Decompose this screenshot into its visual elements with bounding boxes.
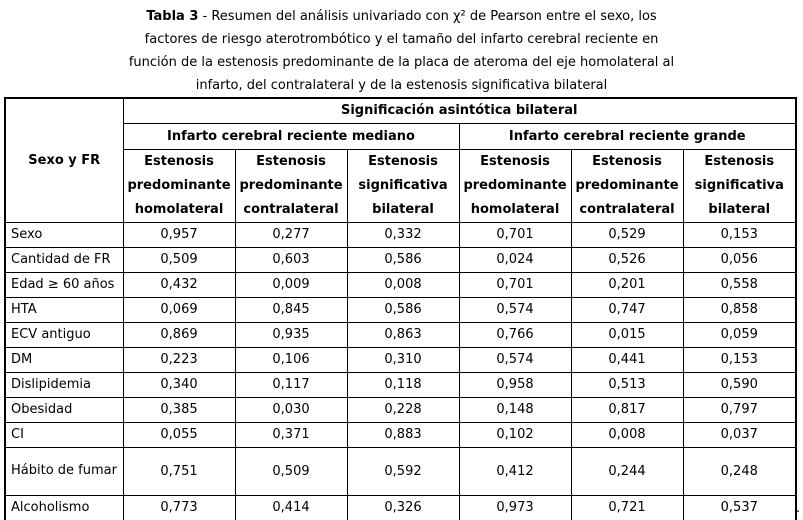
cell-value: 0,024 [459,247,571,272]
cell-value: 0,958 [459,372,571,397]
caption-line-1-text: - Resumen del análisis univariado con χ² de Pearson entre el sexo, los [198,9,657,24]
caption-line-2: factores de riesgo aterotrombótico y el tamaño del infarto cerebral reciente en [144,32,659,47]
table-row-alcoholismo [5,495,796,520]
cell-value: 0,935 [235,322,347,347]
row-label: Edad ≥ 60 años [5,272,123,297]
cell-value: 0,009 [235,272,347,297]
caption-line-1 [0,5,803,28]
col-header-1 [123,149,235,222]
trailing-period: . [796,501,801,516]
cell-value: 0,248 [683,447,796,495]
cell-value: 0,008 [347,272,459,297]
cell-value: 0,574 [459,297,571,322]
table-row-habito-de-fumar [5,447,796,495]
cell-value: 0,721 [571,495,683,520]
cell-value: 0,106 [235,347,347,372]
col-header-5-line-1: Estenosis [592,153,662,169]
cell-value: 0,385 [123,397,235,422]
cell-value: 0,869 [123,322,235,347]
cell-value: 0,513 [571,372,683,397]
cell-value: 0,148 [459,397,571,422]
row-label: Hábito de fumar [5,447,123,495]
row-label: HTA [5,297,123,322]
cell-value: 0,056 [683,247,796,272]
cell-value: 0,030 [235,397,347,422]
cell-value: 0,509 [235,447,347,495]
cell-value: 0,817 [571,397,683,422]
col-header-5-line-2: predominante [575,177,679,193]
table-row-dm [5,347,796,372]
col-header-3-line-2: significativa [358,177,448,193]
col-header-2-line-3: contralateral [243,201,339,217]
caption-table-number: Tabla 3 [146,9,199,24]
cell-value: 0,973 [459,495,571,520]
cell-value: 0,310 [347,347,459,372]
top-header-significacion: Significación asintótica bilateral [123,98,796,123]
cell-value: 0,586 [347,247,459,272]
corner-header-sexo-y-fr: Sexo y FR [5,98,123,222]
table-row-sexo [5,222,796,247]
col-header-2-line-1: Estenosis [256,153,326,169]
cell-value: 0,008 [571,422,683,447]
cell-value: 0,526 [571,247,683,272]
col-header-1-line-2: predominante [127,177,231,193]
cell-value: 0,773 [123,495,235,520]
group-header-grande: Infarto cerebral reciente grande [459,123,796,149]
cell-value: 0,153 [683,222,796,247]
col-header-5-line-3: contralateral [579,201,675,217]
cell-value: 0,117 [235,372,347,397]
col-header-4-line-3: homolateral [470,201,560,217]
table-row-cantidad-de-fr [5,247,796,272]
cell-value: 0,326 [347,495,459,520]
cell-value: 0,059 [683,322,796,347]
cell-value: 0,701 [459,272,571,297]
header-row-columns [5,149,796,222]
cell-value: 0,228 [347,397,459,422]
caption-line-3: función de la estenosis predominante de la placa de ateroma del eje homolateral al [128,55,675,70]
cell-value: 0,432 [123,272,235,297]
cell-value: 0,244 [571,447,683,495]
results-table [4,97,797,520]
cell-value: 0,340 [123,372,235,397]
cell-value: 0,509 [123,247,235,272]
cell-value: 0,118 [347,372,459,397]
cell-value: 0,412 [459,447,571,495]
header-row-groups [5,123,796,149]
page [0,5,803,520]
cell-value: 0,153 [683,347,796,372]
col-header-2-line-2: predominante [239,177,343,193]
cell-value: 0,055 [123,422,235,447]
col-header-6-line-1: Estenosis [704,153,775,169]
col-header-1-line-3: homolateral [134,201,224,217]
cell-value: 0,590 [683,372,796,397]
cell-value: 0,766 [459,322,571,347]
row-label: Obesidad [5,397,123,422]
col-header-3 [347,149,459,222]
col-header-3-line-1: Estenosis [368,153,438,169]
col-header-1-line-1: Estenosis [144,153,214,169]
table-row-edad [5,272,796,297]
cell-value: 0,332 [347,222,459,247]
header-row-top [5,98,796,123]
col-header-5 [571,149,683,222]
row-label: DM [5,347,123,372]
col-header-4-line-2: predominante [463,177,567,193]
cell-value: 0,797 [683,397,796,422]
table-row-ecv-antiguo [5,322,796,347]
row-label: Alcoholismo [5,495,123,520]
cell-value: 0,747 [571,297,683,322]
cell-value: 0,537 [683,495,796,520]
cell-value: 0,701 [459,222,571,247]
cell-value: 0,558 [683,272,796,297]
col-header-6-line-3: bilateral [708,201,771,217]
cell-value: 0,102 [459,422,571,447]
cell-value: 0,592 [347,447,459,495]
table-row-dislipidemia [5,372,796,397]
table-row-hta [5,297,796,322]
cell-value: 0,957 [123,222,235,247]
cell-value: 0,441 [571,347,683,372]
col-header-4-line-1: Estenosis [480,153,550,169]
cell-value: 0,223 [123,347,235,372]
cell-value: 0,574 [459,347,571,372]
cell-value: 0,069 [123,297,235,322]
cell-value: 0,414 [235,495,347,520]
cell-value: 0,529 [571,222,683,247]
cell-value: 0,277 [235,222,347,247]
col-header-6 [683,149,796,222]
cell-value: 0,883 [347,422,459,447]
cell-value: 0,371 [235,422,347,447]
group-header-mediano: Infarto cerebral reciente mediano [123,123,459,149]
table-caption [0,5,803,97]
cell-value: 0,751 [123,447,235,495]
row-label: Sexo [5,222,123,247]
table-row-ci [5,422,796,447]
col-header-3-line-3: bilateral [372,201,434,217]
row-label: Dislipidemia [5,372,123,397]
row-label: ECV antiguo [5,322,123,347]
cell-value: 0,603 [235,247,347,272]
col-header-2 [235,149,347,222]
cell-value: 0,015 [571,322,683,347]
col-header-4 [459,149,571,222]
cell-value: 0,201 [571,272,683,297]
row-label: Cantidad de FR [5,247,123,272]
table-row-obesidad [5,397,796,422]
cell-value: 0,863 [347,322,459,347]
caption-line-4: infarto, del contralateral y de la estenosis significativa bilateral [195,78,608,93]
cell-value: 0,858 [683,297,796,322]
row-label: CI [5,422,123,447]
col-header-6-line-2: significativa [694,177,784,193]
cell-value: 0,037 [683,422,796,447]
cell-value: 0,845 [235,297,347,322]
cell-value: 0,586 [347,297,459,322]
